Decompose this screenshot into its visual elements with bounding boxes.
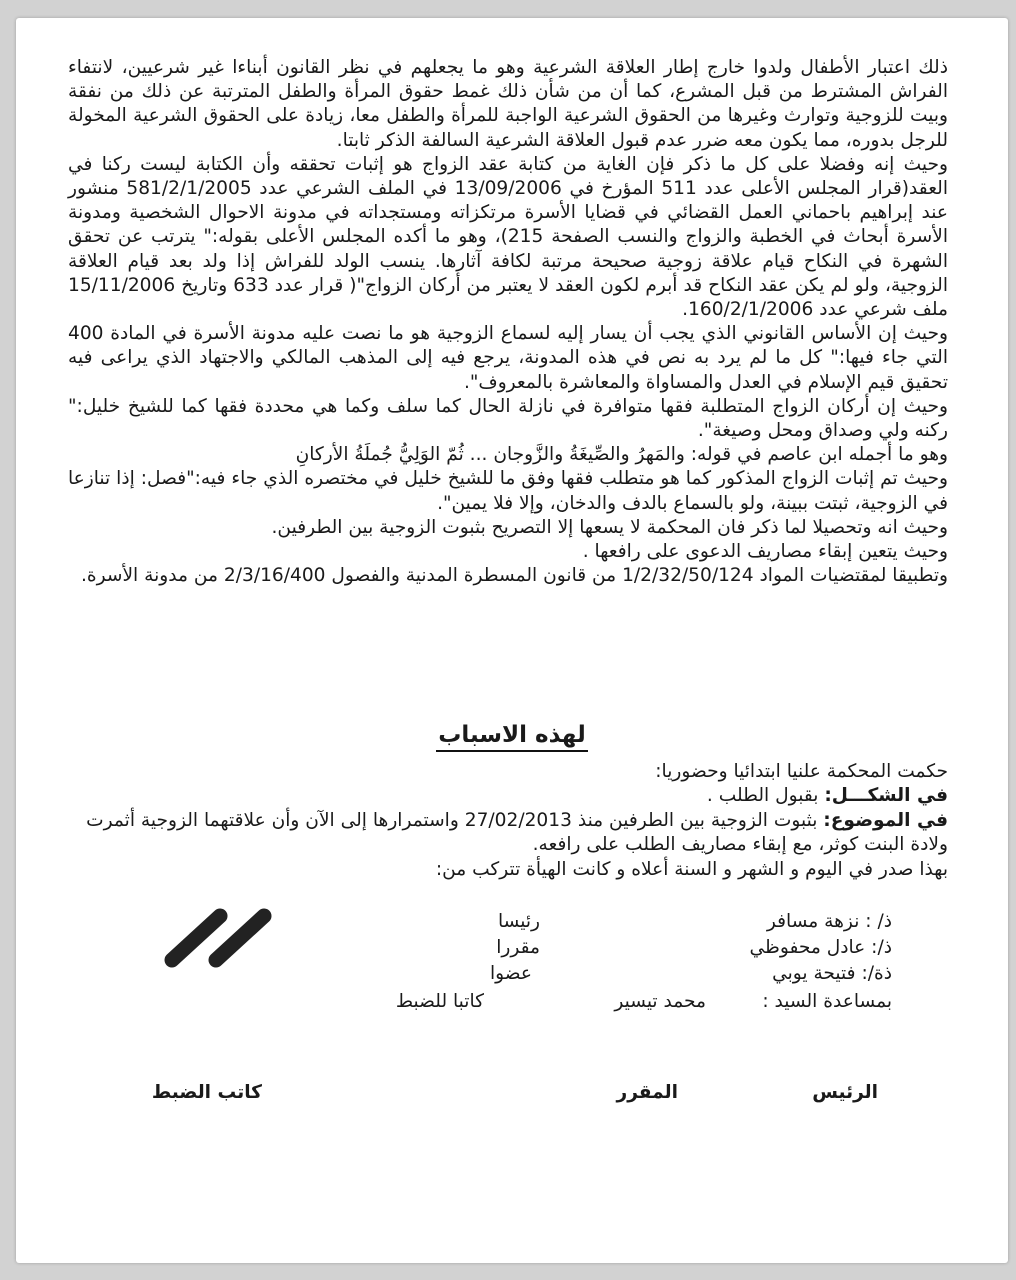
panel-member-name-3: ذة/: فتيحة يوبي [772,963,892,984]
paragraph-6: وحيث تم إثبات الزواج المذكور كما هو متطلب فقها وفق ما للشيخ خليل في مختصره الذي جاء فيه:"فصل: إذا تنازعا في الزوجية، ثبتت ببينة، ولو بالسماع بالدف والدخان، وإلا فلا يمين". [68,468,948,514]
panel-member-role-3: عضوا [490,963,532,984]
section-heading [16,722,1008,748]
signature-president: الرئيس [812,1082,878,1103]
ruling-subject-text: بثبوت الزوجية بين الطرفين منذ 27/02/2013 واستمرارها إلى الآن وأن علاقتهما الزوجية أثمرت ولادة البنت كوثر، مع إبقاء مصاريف الطلب على رافعه. [86,809,948,856]
ruling-closing: بهذا صدر في اليوم و الشهر و السنة أعلاه و كانت الهيأة تتركب من: [435,858,948,880]
panel-member-role-1: رئيسا [497,911,540,932]
ruling-intro: حكمت المحكمة علنيا ابتدائيا وحضوريا: [655,761,948,782]
ruling-form-label: في الشكـــل: [824,785,948,807]
signature-rapporteur: المقرر [616,1082,678,1103]
ruling-subject [68,809,948,858]
paragraph-3: وحيث إن الأساس القانوني الذي يجب أن يسار إليه لسماع الزوجية هو ما نصت عليه مدونة الأسرة في المادة 400 التي جاء فيها:" كل ما لم يرد به نص في هذه المدونة، يرجع فيه إلى المذهب المالكي والاجتهاد الذي يراعى فيه تحقيق قيم الإسلام في العدل والمساواة والمعاشرة بالمعروف". [68,323,948,393]
section-heading-text: لهذه الاسباب [436,722,587,752]
paragraph-9: وتطبيقا لمقتضيات المواد 1/2/32/50/124 من قانون المسطرة المدنية والفصول 2/3/16/400 من مدونة الأسرة. [80,565,948,587]
signature-strokes [156,902,296,982]
clerk-name: محمد تيسير [614,991,706,1012]
ruling-section [68,760,948,882]
paragraph-8: وحيث يتعين إبقاء مصاريف الدعوى على رافعها . [582,541,948,563]
paragraph-5: وهو ما أجمله ابن عاصم في قوله: والمَهرُ والصِّيغَةُ والزَّوجان ... ثُمّ الوَلِيُّ جُملَةُ الأركانِ [295,444,948,466]
panel-member-name-2: ذ/: عادل محفوظي [749,937,892,958]
judgment-body [68,56,948,588]
paragraph-1: ذلك اعتبار الأطفال ولدوا خارج إطار العلاقة الشرعية وهو ما يجعلهم في نظر القانون أبناءا غير شرعيين، لانتفاء الفراش المشترط من قبل المشرع، كما أن من شأن ذلك غمط حقوق المرأة والطفل المترتبة عن ذلك من نفقة وبيت للزوجية وتوارث وغيرها من الحقوق الشرعية الواجبة للمرأة والطفل معا، زيادة على الحقوق الشرعية المخولة للرجل بدوره، مما يكون معه ضرر عدم قبول العلاقة الشرعية السالفة الذكر ثابتا. [68,57,948,151]
document-page [16,18,1008,1263]
signature-clerk: كاتب الضبط [151,1082,262,1103]
ruling-subject-label: في الموضوع: [823,809,948,831]
ruling-form [68,784,948,808]
paragraph-2: وحيث إنه وفضلا على كل ما ذكر فإن الغاية من كتابة عقد الزواج هو إثبات تحققه وأن الكتابة ليست ركنا في العقد(قرار المجلس الأعلى عدد 511 المؤرخ في 13/09/2006 في الملف الشرعي عدد 581/2/1/2005 منشور عند إبراهيم باحماني العمل القضائي في قضايا الأسرة مرتكزاته ومستجداته في مدونة الاحوال الشخصية ومدونة الأسرة أبحاث في الخطبة والزواج والنسب الصفحة 215)، وهو ما أكده المجلس الأعلى بقوله:" يترتب عن تحقق الشهرة في النكاح قيام علاقة زوجية صحيحة مرتبة لكافة آثارها. ينسب الولد للفراش إذا ولد بعد قيام العلاقة الزوجية، ولو لم يكن عقد النكاح قد أبرم لكون العقد لا يعتبر من أركان الزواج"( قرار عدد 633 وتاريخ 15/11/2006 ملف شرعي عدد 160/2/1/2006. [68,153,949,321]
panel-member-name-1: ذ/ : نزهة مسافر [766,911,892,932]
clerk-role: كاتبا للضبط [395,991,484,1012]
paragraph-4: وحيث إن أركان الزواج المتطلبة فقها متوافرة في نازلة الحال كما سلف وكما هي محددة فقها كما للشيخ خليل:" ركنه ولي وصداق ومحل وصيغة". [68,395,948,442]
panel-member-role-2: مقررا [496,937,540,958]
ruling-form-text: بقبول الطلب . [706,785,825,807]
paragraph-7: وحيث انه وتحصيلا لما ذكر فان المحكمة لا يسعها إلا التصريح بثبوت الزوجية بين الطرفين. [271,516,948,538]
clerk-prefix: بمساعدة السيد : [762,991,892,1012]
